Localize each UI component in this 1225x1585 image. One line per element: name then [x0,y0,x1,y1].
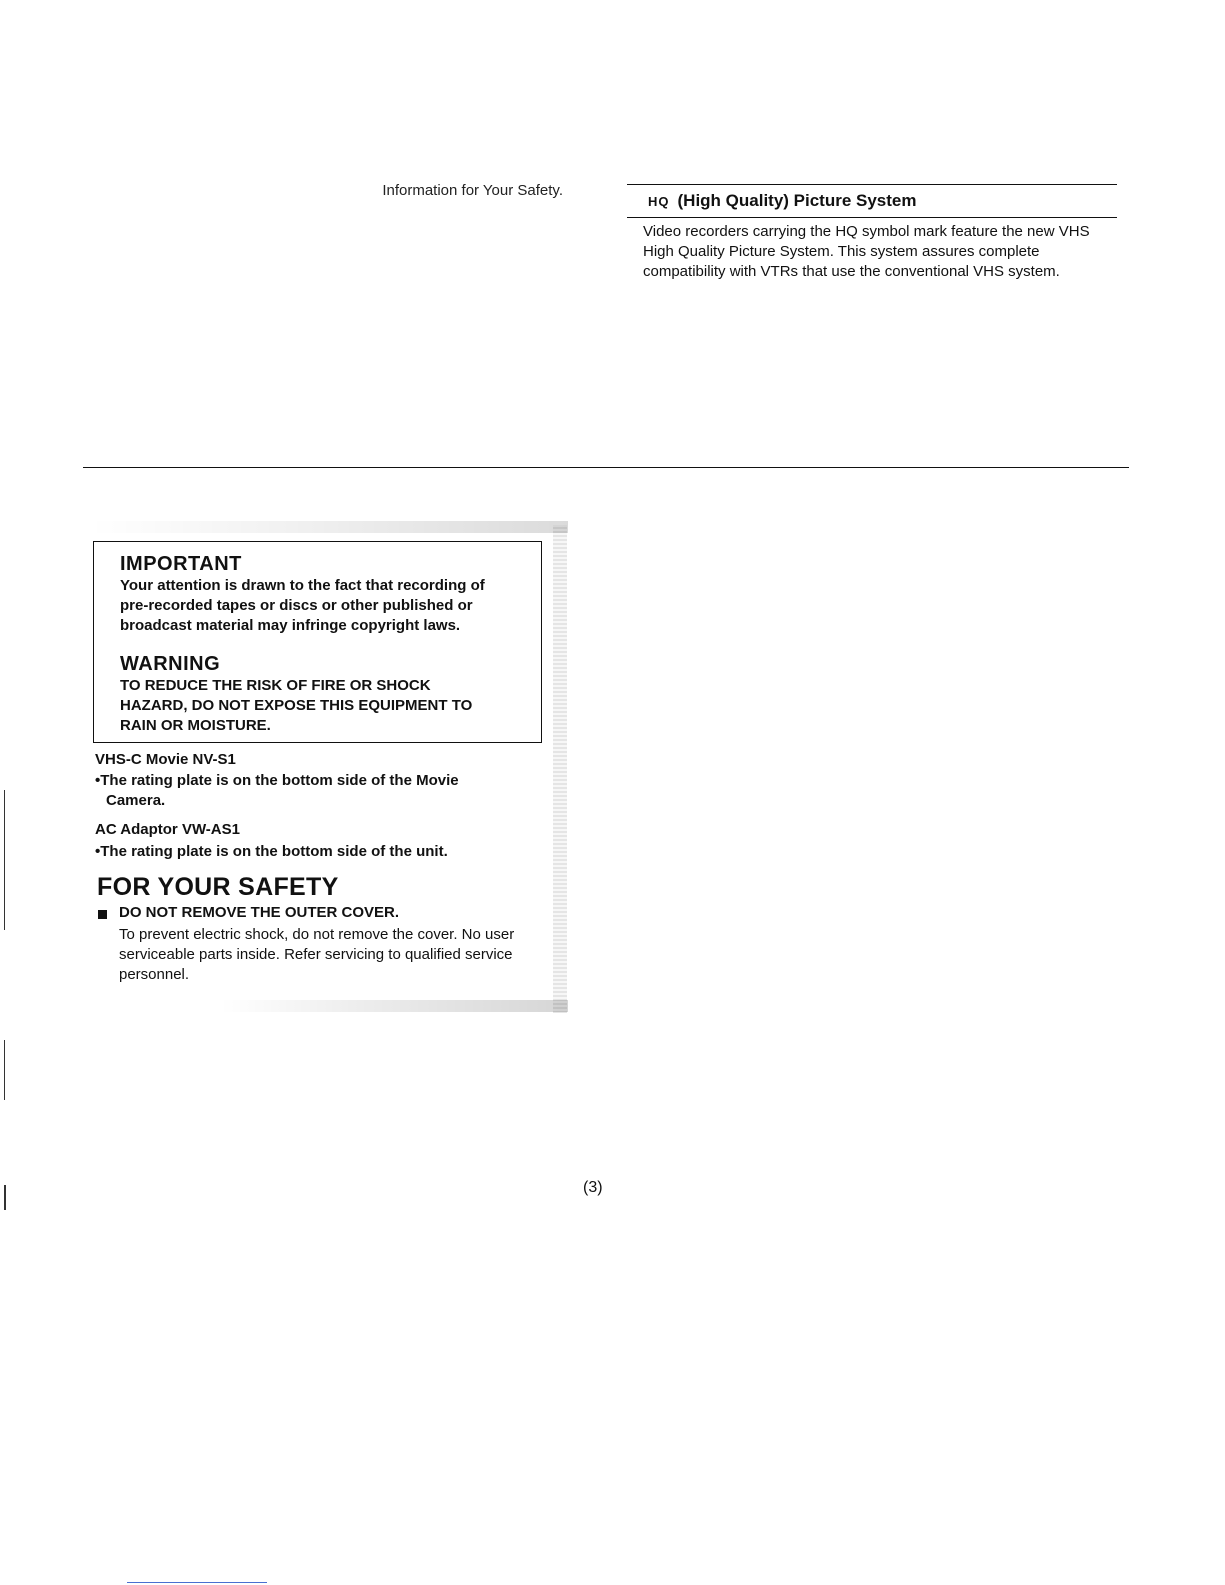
warning-line: TO REDUCE THE RISK OF FIRE OR SHOCK [120,677,431,694]
top-rule [83,467,1129,468]
bottom-scan-line [127,1582,267,1583]
safety-title: FOR YOUR SAFETY [97,873,339,901]
hq-heading-text: (High Quality) Picture System [677,191,917,210]
important-heading: IMPORTANT [120,553,242,575]
safety-line: serviceable parts inside. Refer servicing to qualified service [119,946,513,963]
hq-line: compatibility with VTRs that use the conventional VHS system. [643,263,1060,280]
hq-line: Video recorders carrying the HQ symbol mark feature the new VHS [643,223,1090,240]
hq-line: High Quality Picture System. This system assures complete [643,243,1040,260]
page-number: (3) [583,1179,603,1196]
warning-text [120,676,540,736]
hq-body [643,222,1123,282]
hq-heading [648,191,917,211]
hq-mark: HQ [648,194,670,209]
section-label: Information for Your Safety. [382,182,563,199]
hq-underline [627,217,1117,218]
important-line: pre-recorded tapes or discs or other published or [120,597,473,614]
safety-line: To prevent electric shock, do not remove the cover. No user [119,926,515,943]
note-line: Camera. [106,792,166,809]
warning-line: HAZARD, DO NOT EXPOSE THIS EQUIPMENT TO [120,697,473,714]
safety-body [119,925,514,985]
scan-edge-mark [4,1040,5,1100]
scan-edge-mark [4,790,5,930]
camera-rating-note [95,771,459,811]
warning-heading: WARNING [120,653,221,675]
shaded-border-bottom [220,1000,568,1012]
shaded-border-right [553,525,567,1013]
hq-top-rule [627,184,1117,185]
note-line: •The rating plate is on the bottom side of the unit. [95,843,448,860]
important-line: broadcast material may infringe copyright laws. [120,617,461,634]
safety-line: personnel. [119,966,190,983]
scan-edge-mark [4,1185,6,1210]
note-line: •The rating plate is on the bottom side of the Movie [95,772,459,789]
adaptor-rating-note [95,842,448,862]
important-line: Your attention is drawn to the fact that recording of [120,577,485,594]
important-text [120,576,540,636]
warning-line: RAIN OR MOISTURE. [120,717,271,734]
product-name-adaptor: AC Adaptor VW-AS1 [95,821,240,838]
square-bullet-icon [98,910,107,919]
shaded-border-top [90,521,568,533]
product-name-camera: VHS-C Movie NV-S1 [95,751,236,768]
safety-subheading: DO NOT REMOVE THE OUTER COVER. [119,904,400,921]
